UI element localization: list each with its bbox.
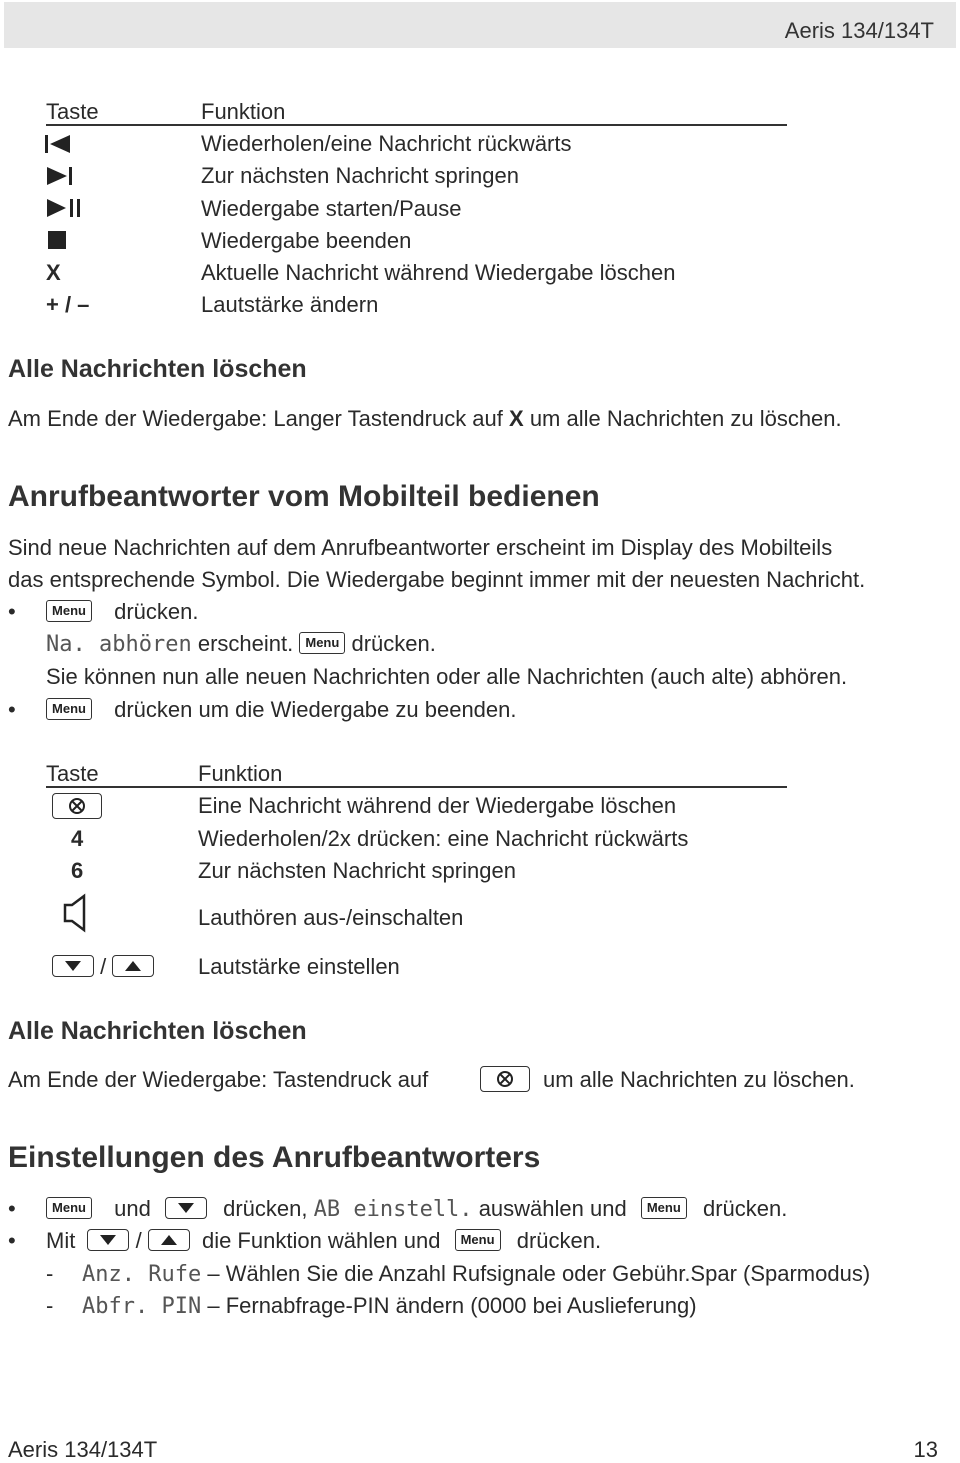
table1-func-3: Wiedergabe starten/Pause <box>201 196 462 221</box>
volume-down-up-icon <box>52 954 154 980</box>
table1-func-2: Zur nächsten Nachricht springen <box>201 163 519 188</box>
section2-step2-text: erscheint. <box>197 631 294 656</box>
menu-key: Menu <box>455 1229 501 1251</box>
section4-b2-end: drücken. <box>516 1228 602 1253</box>
stop-icon <box>47 230 67 255</box>
table1-func-4: Wiedergabe beenden <box>201 228 412 253</box>
section2-bullet-1: • <box>8 599 16 624</box>
section2-heading: Anrufbeantworter vom Mobilteil bedienen <box>8 480 600 513</box>
lcd-settings: AB einstell. <box>313 1197 473 1222</box>
menu-key: Menu <box>46 698 92 720</box>
table2-rule <box>46 786 787 788</box>
section2-step4 <box>46 697 517 723</box>
table1-rule <box>46 124 787 126</box>
table2-col-func: Funktion <box>198 761 283 786</box>
speaker-icon <box>62 893 92 938</box>
table1-col-key: Taste <box>46 99 99 124</box>
section2-para1: Sind neue Nachrichten auf dem Anrufbeantworter erscheint im Display des Mobilteils <box>8 535 833 560</box>
arrow-down-icon <box>52 955 94 977</box>
table1-key-x: X <box>46 260 61 285</box>
section1-heading: Alle Nachrichten löschen <box>8 355 307 383</box>
section2-para2: das entsprechende Symbol. Die Wiedergabe beginnt immer mit der neuesten Nachricht. <box>8 567 866 592</box>
delete-key <box>52 793 102 819</box>
section4-option-rings <box>82 1261 870 1287</box>
section1-text-before: Am Ende der Wiedergabe: Langer Tastendruck auf <box>8 406 510 431</box>
table2-func-2: Wiederholen/2x drücken: eine Nachricht rückwärts <box>198 826 689 851</box>
section4-heading: Einstellungen des Anrufbeantworters <box>8 1141 541 1174</box>
section3-heading: Alle Nachrichten löschen <box>8 1017 307 1045</box>
section4-bullet-2: • <box>8 1228 16 1253</box>
header-title: Aeris 134/134T <box>784 18 934 43</box>
play-pause-icon <box>46 198 84 223</box>
section4-b1-rest: auswählen und <box>478 1196 627 1221</box>
table2-func-3: Zur nächsten Nachricht springen <box>198 858 516 883</box>
arrow-down-icon <box>165 1197 207 1219</box>
table1-key-volume: + / – <box>46 292 90 317</box>
lcd-pin: Abfr. PIN <box>82 1294 202 1319</box>
skip-back-icon <box>44 134 72 159</box>
section2-step2-text-b: drücken. <box>351 631 436 656</box>
menu-key: Menu <box>46 1197 92 1219</box>
table2-func-5: Lautstärke einstellen <box>198 954 400 979</box>
delete-key <box>480 1066 530 1092</box>
section2-bullet-2: • <box>8 697 16 722</box>
section4-dash-2: - <box>46 1293 54 1318</box>
section4-b1-und: und <box>114 1196 151 1221</box>
section3-text-after: um alle Nachrichten zu löschen. <box>543 1067 855 1092</box>
table2-col-key: Taste <box>46 761 99 786</box>
section3-text-before: Am Ende der Wiedergabe: Tastendruck auf <box>8 1067 429 1092</box>
menu-key: Menu <box>46 600 92 622</box>
section4-option-pin <box>82 1293 697 1319</box>
delete-key-icon <box>480 1066 530 1092</box>
section1-key: X <box>509 406 524 431</box>
section4-b1-end: drücken. <box>702 1196 788 1221</box>
section4-d1-text: – Wählen Sie die Anzahl Rufsignale oder Gebühr.Spar (Sparmodus) <box>207 1261 871 1286</box>
section4-dash-1: - <box>46 1261 54 1286</box>
section2-step4-text: drücken um die Wiedergabe zu beenden. <box>114 697 517 722</box>
table2-func-1: Eine Nachricht während der Wiedergabe löschen <box>198 793 677 818</box>
delete-key-icon <box>52 793 102 819</box>
section4-bullet-1: • <box>8 1196 16 1221</box>
section2-step1 <box>46 599 199 625</box>
table2-func-4: Lauthören aus-/einschalten <box>198 905 464 930</box>
section4-b1-druecken: drücken, <box>223 1196 308 1221</box>
arrow-down-icon <box>87 1229 129 1251</box>
section2-step2 <box>46 631 436 657</box>
section4-d2-text: – Fernabfrage-PIN ändern (0000 bei Auslieferung) <box>207 1293 697 1318</box>
menu-key: Menu <box>299 632 345 654</box>
table1-func-5: Aktuelle Nachricht während Wiedergabe löschen <box>201 260 676 285</box>
footer-model: Aeris 134/134T <box>8 1437 158 1462</box>
header-bar <box>4 2 956 48</box>
section4-b2-sep: / <box>135 1228 142 1253</box>
table2-key-sep: / <box>100 954 107 979</box>
table1-func-1: Wiederholen/eine Nachricht rückwärts <box>201 131 572 156</box>
section4-b2-mit: Mit <box>46 1228 76 1253</box>
menu-key: Menu <box>641 1197 687 1219</box>
table2-key-4: 4 <box>71 826 84 851</box>
section1-text <box>8 406 842 432</box>
lcd-rings: Anz. Rufe <box>82 1262 202 1287</box>
lcd-listen: Na. abhören <box>46 632 192 657</box>
footer-page-number: 13 <box>913 1437 938 1462</box>
section4-b2-mid: die Funktion wählen und <box>201 1228 441 1253</box>
skip-forward-icon <box>46 166 74 191</box>
section2-step1-text: drücken. <box>114 599 199 624</box>
section1-text-after: um alle Nachrichten zu löschen. <box>523 406 842 431</box>
arrow-up-icon <box>148 1229 190 1251</box>
section4-line1 <box>46 1196 787 1222</box>
table1-func-6: Lautstärke ändern <box>201 292 379 317</box>
table2-key-6: 6 <box>71 858 84 883</box>
arrow-up-icon <box>112 955 154 977</box>
table1-col-func: Funktion <box>201 99 286 124</box>
section4-line2 <box>46 1228 601 1254</box>
section2-step3: Sie können nun alle neuen Nachrichten oder alle Nachrichten (auch alte) abhören. <box>46 664 848 689</box>
